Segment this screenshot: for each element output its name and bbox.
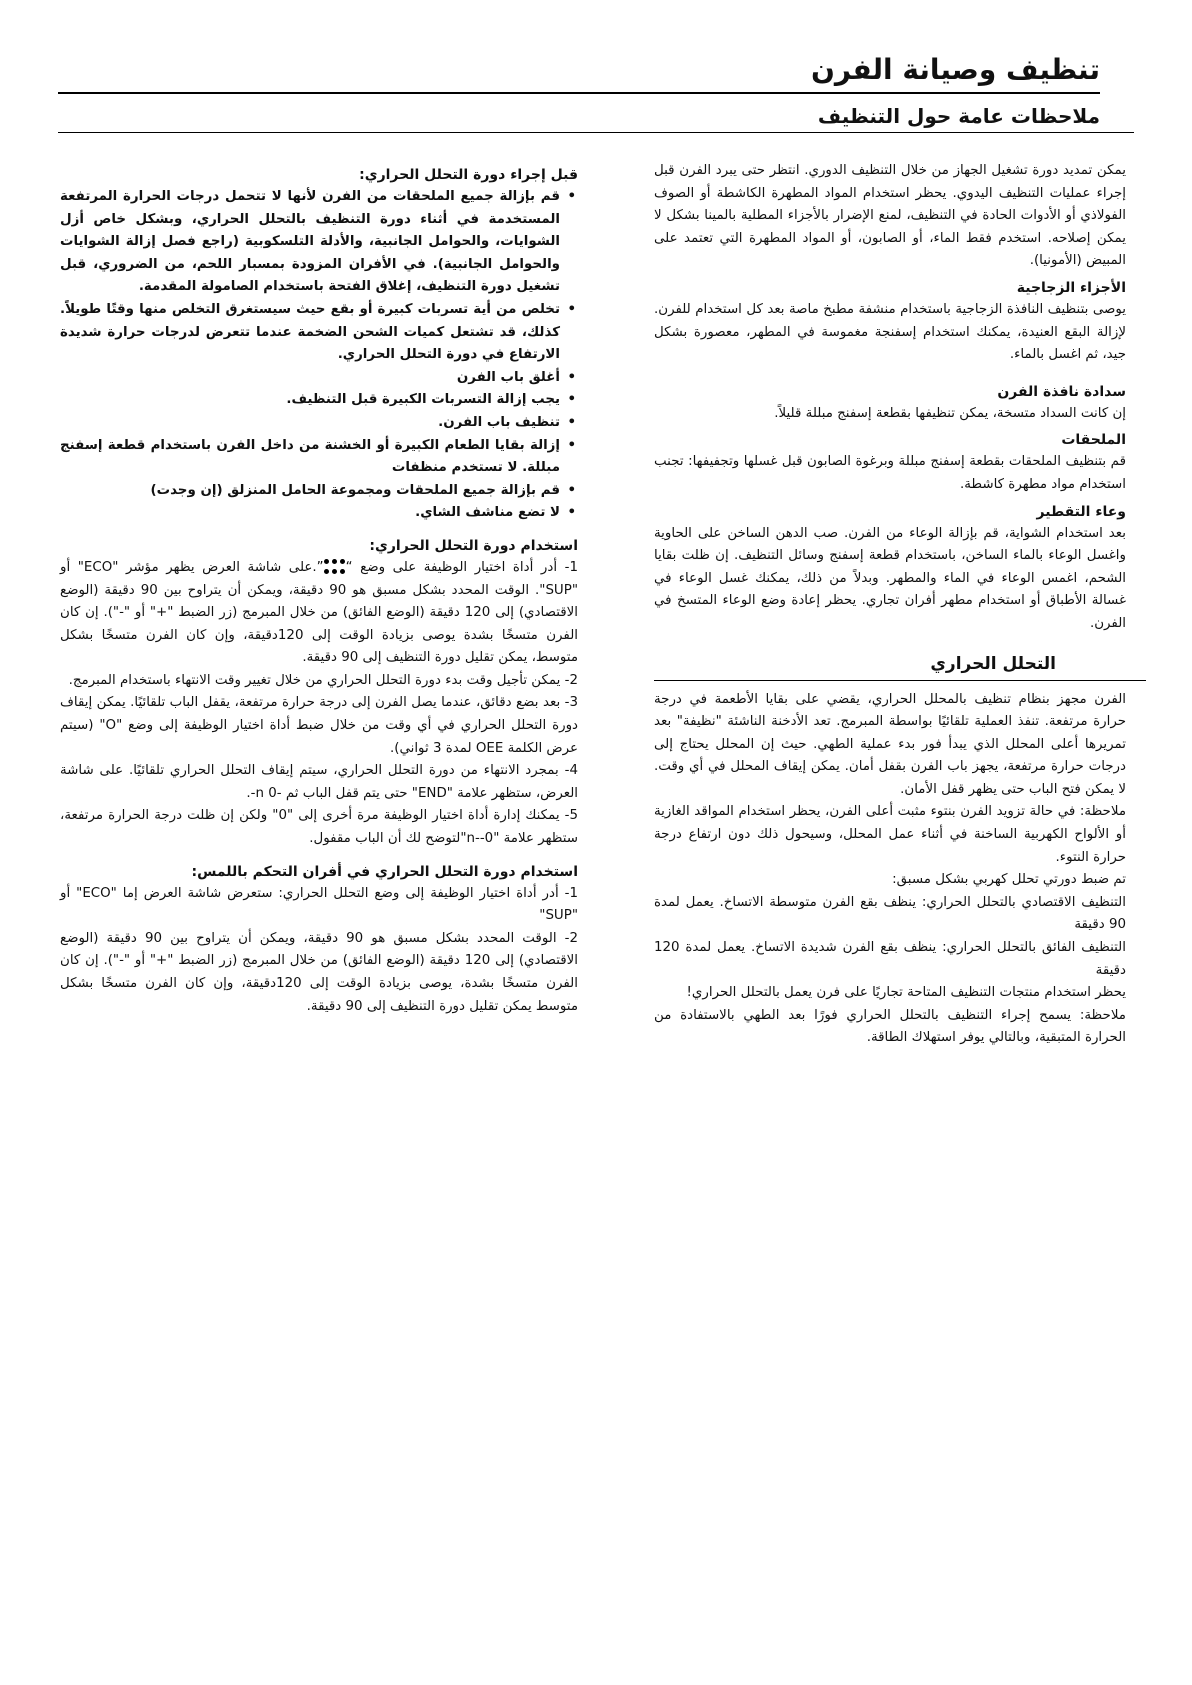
use-step-1 (60, 557, 578, 670)
step-text: بمجرد الانتهاء من دورة التحلل الحراري، سيتم إيقاف التحلل الحراري تلقائيًا. على شاشة العرض، ستظهر علامة "END" حتى يتم قفل الباب ثم -0 n-. (60, 763, 578, 801)
thermal-paragraph-1: الفرن مجهز بنظام تنظيف بالمحلل الحراري، يقضي على بقايا الأطعمة في درجة حرارة مرتفعة. تنفذ العملية تلقائيًا بواسطة المبرمج. تعد الأدخنة الناشئة "نظيفة" بعد تمريرها أعلى المحلل الذي يبدأ فور بدء عملية الطهي. حيث إن المحلل يحتاج إلى درجات حرارة مرتفعة، يجهز باب الفرن بقفل أمان. يمكن إيقاف المحلل في أي وقت. لا يمكن فتح الباب حتى يظهر قفل الأمان. (654, 691, 1126, 797)
list-item: • إزالة بقايا الطعام الكبيرة أو الخشنة من داخل الفرن باستخدام قطعة إسفنج مبللة. لا تستخدم منظفات (60, 435, 560, 480)
list-item: • قم بإزالة جميع الملحقات من الفرن لأنها لا تتحمل درجات الحرارة المرتفعة المستخدمة في أثناء دورة التنظيف بالتحلل الحراري، وبشكل خاص أزل الشوايات، والحوامل الجانبية، والأدلة التلسكوبية (راجع فصل إزالة الشوايات والحوامل الجانبية). في الأفران المزودة بمسبار اللحم، من الضروري، قبل تشغيل دورة التنظيف، إغلاق الفتحة باستخدام الصامولة المقدمة. (60, 186, 560, 299)
thermal-paragraph-6: يحظر استخدام منتجات التنظيف المتاحة تجاريًا على فرن يعمل بالتحلل الحراري! (686, 985, 1126, 1001)
thermal-paragraph-2: ملاحظة: في حالة تزويد الفرن بنتوء مثبت أعلى الفرن، يحظر استخدام المواقد الغازية أو الألواح الكهربية الساخنة في أثناء عمل المحلل، وسيحول ذلك دون ارتفاع درجة حرارة النتوء. (654, 804, 1126, 865)
section-subtitle: ملاحظات عامة حول التنظيف (817, 104, 1100, 128)
step-text-end: ”.على شاشة العرض يظهر مؤشر "ECO" أو "SUP". الوقت المحدد بشكل مسبق هو 90 دقيقة، ويمكن أن يتراوح بين 90 دقيقة (الوضع الاقتصادي) إلى 120 دقيقة (الوضع الفائق) من خلال المبرمج (زر الضبط "+" أو "-"). إن كان الفرن متسخًا بشدة يوصى بزيادة الوقت إلى 120دقيقة، وإن كان الفرن متسخًا بشكل متوسط، يمكن تقليل دورة التنظيف إلى 90 دقيقة. (60, 559, 578, 666)
step-number: 1- (564, 885, 579, 901)
step-number: 2- (564, 672, 578, 688)
before-list (60, 186, 578, 525)
step-text: يمكنك إدارة أداة اختيار الوظيفة مرة أخرى إلى "0" ولكن إن ظلت درجة الحرارة مرتفعة، ستظهر علامة "n--0"لتوضح لك أن الباب مقفول. (60, 808, 578, 847)
thermal-paragraph-3: تم ضبط دورتي تحلل كهربي بشكل مسبق: (892, 872, 1126, 888)
step-text: أدر أداة اختيار الوظيفة إلى وضع التحلل الحراري: ستعرض شاشة العرض إما "ECO" أو "SUP" (60, 885, 578, 924)
right-column (654, 160, 1126, 1050)
accessories-paragraph: قم بتنظيف الملحقات بقطعة إسفنج مبللة وبرغوة الصابون قبل غسلها وتجفيفها: تجنب استخدام مواد مطهرة كاشطة. (654, 454, 1126, 492)
glass-paragraph: يوصى بتنظيف النافذة الزجاجية باستخدام منشفة مطبخ ماصة بعد كل استخدام للفرن. لإزالة البقع العنيدة، يمكنك استخدام إسفنجة مغموسة في المطهر، معصورة بشكل جيد، ثم اغسل بالماء. (654, 301, 1126, 363)
step-number: 5- (564, 808, 579, 824)
intro-paragraph: يمكن تمديد دورة تشغيل الجهاز من خلال التنظيف الدوري. انتظر حتى يبرد الفرن قبل إجراء عمليات التنظيف اليدوي. يحظر استخدام المواد المطهرة الكاشطة أو الصوف الفولاذي أو الأدوات الحادة في التنظيف، لمنع الإضرار بالأجزاء المطلية بالمينا بشكل لا يمكن إصلاحه. استخدم فقط الماء، أو الصابون، أو المواد المطهرة التي تعتمد على المبيض (الأمونيا). (654, 163, 1126, 269)
use-heading: استخدام دورة التحلل الحراري: (369, 537, 578, 554)
thermal-heading: التحلل الحراري (930, 653, 1056, 674)
page-title: تنظيف وصيانة الفرن (811, 53, 1100, 86)
use-step-2 (60, 670, 578, 693)
step-text: بعد بضع دقائق، عندما يصل الفرن إلى درجة حرارة مرتفعة، يقفل الباب تلقائيًا. يمكن إيقاف دورة التحلل الحراري في أي وقت من خلال ضبط أداة اختيار الوظيفة إلى وضع "O" (سيتم عرض الكلمة OEE لمدة 3 ثواني). (60, 695, 579, 756)
subtitle-rule (58, 132, 1134, 133)
seal-heading: سدادة نافذة الفرن (997, 383, 1126, 400)
step-text-start: أدر أداة اختيار الوظيفة على وضع “ (345, 559, 558, 575)
touch-step-2 (60, 928, 578, 1018)
drip-heading: وعاء التقطير (1036, 503, 1126, 520)
list-item: • أغلق باب الفرن (60, 367, 560, 390)
thermal-rule (654, 680, 1146, 681)
accessories-heading: الملحقات (1061, 432, 1126, 449)
list-item: • تنظيف باب الفرن. (60, 412, 560, 435)
use-step-3 (60, 692, 578, 760)
list-item: • يجب إزالة التسربات الكبيرة قبل التنظيف. (60, 389, 560, 412)
touch-heading: استخدام دورة التحلل الحراري في أفران التحكم باللمس: (191, 863, 578, 880)
touch-step-1 (60, 883, 578, 928)
list-item: • قم بإزالة جميع الملحقات ومجموعة الحامل المنزلق (إن وجدت) (60, 480, 560, 503)
step-number: 4- (564, 763, 578, 779)
use-step-5 (60, 805, 578, 850)
list-item: • تخلص من أية تسربات كبيرة أو بقع حيث سيستغرق التخلص منها وقتًا طويلاً. كذلك، قد تشتعل كميات الشحن الضخمة عندما تتعرض لدرجات حرارة شديدة الارتفاع في دورة التحلل الحراري. (60, 299, 560, 367)
before-heading: قبل إجراء دورة التحلل الحراري: (359, 167, 578, 183)
step-text: الوقت المحدد بشكل مسبق هو 90 دقيقة، ويمكن أن يتراوح بين 90 دقيقة (الوضع الاقتصادي) إلى 120 دقيقة (الوضع الفائق) من خلال المبرمج (زر الضبط "+" أو "-"). إن كان الفرن متسخًا بشدة، يوصى بزيادة الوقت إلى 120دقيقة، وإن كان الفرن متسخًا بشكل متوسط يمكن تقليل دورة التنظيف إلى 90 دقيقة. (60, 930, 578, 1014)
use-step-4 (60, 760, 578, 805)
drip-paragraph: بعد استخدام الشواية، قم بإزالة الوعاء من الفرن. صب الدهن الساخن على الحاوية واغسل الوعاء بالماء الساخن، باستخدام قطعة إسفنج وسائل التنظيف. إن ظلت بقايا الشحم، اغمس الوعاء في الماء والمطهر. وبدلاً من ذلك، يمكنك غسل الوعاء في غسالة الأطباق أو استخدام مطهر أفران تجاري. يحظر إعادة وضع الوعاء المتسخ في الفرن. (654, 525, 1126, 631)
glass-heading: الأجزاء الزجاجية (1016, 279, 1126, 296)
seal-paragraph: إن كانت السداد متسخة، يمكن تنظيفها بقطعة إسفنج مبللة قليلاً. (774, 405, 1126, 421)
list-item: • لا تضع مناشف الشاي. (60, 502, 560, 525)
step-text: يمكن تأجيل وقت بدء دورة التحلل الحراري من خلال تغيير وقت الانتهاء باستخدام المبرمج. (68, 672, 561, 688)
step-number: 2- (564, 930, 578, 946)
pyrolysis-symbol-icon (324, 558, 346, 576)
thermal-paragraph-5: التنظيف الفائق بالتحلل الحراري: ينظف بقع الفرن شديدة الاتساخ. يعمل لمدة 120 دقيقة (654, 940, 1126, 978)
left-column (60, 160, 578, 1018)
step-number: 1- (564, 559, 578, 575)
thermal-paragraph-4: التنظيف الاقتصادي بالتحلل الحراري: ينظف بقع الفرن متوسطة الاتساخ. يعمل لمدة 90 دقيقة (654, 894, 1126, 933)
step-number: 3- (564, 695, 578, 711)
title-rule (58, 92, 1100, 94)
thermal-paragraph-7: ملاحظة: يسمح إجراء التنظيف بالتحلل الحراري فورًا بعد الطهي بالاستفادة من الحرارة المتبقية، وبالتالي يوفر استهلاك الطاقة. (654, 1007, 1126, 1046)
